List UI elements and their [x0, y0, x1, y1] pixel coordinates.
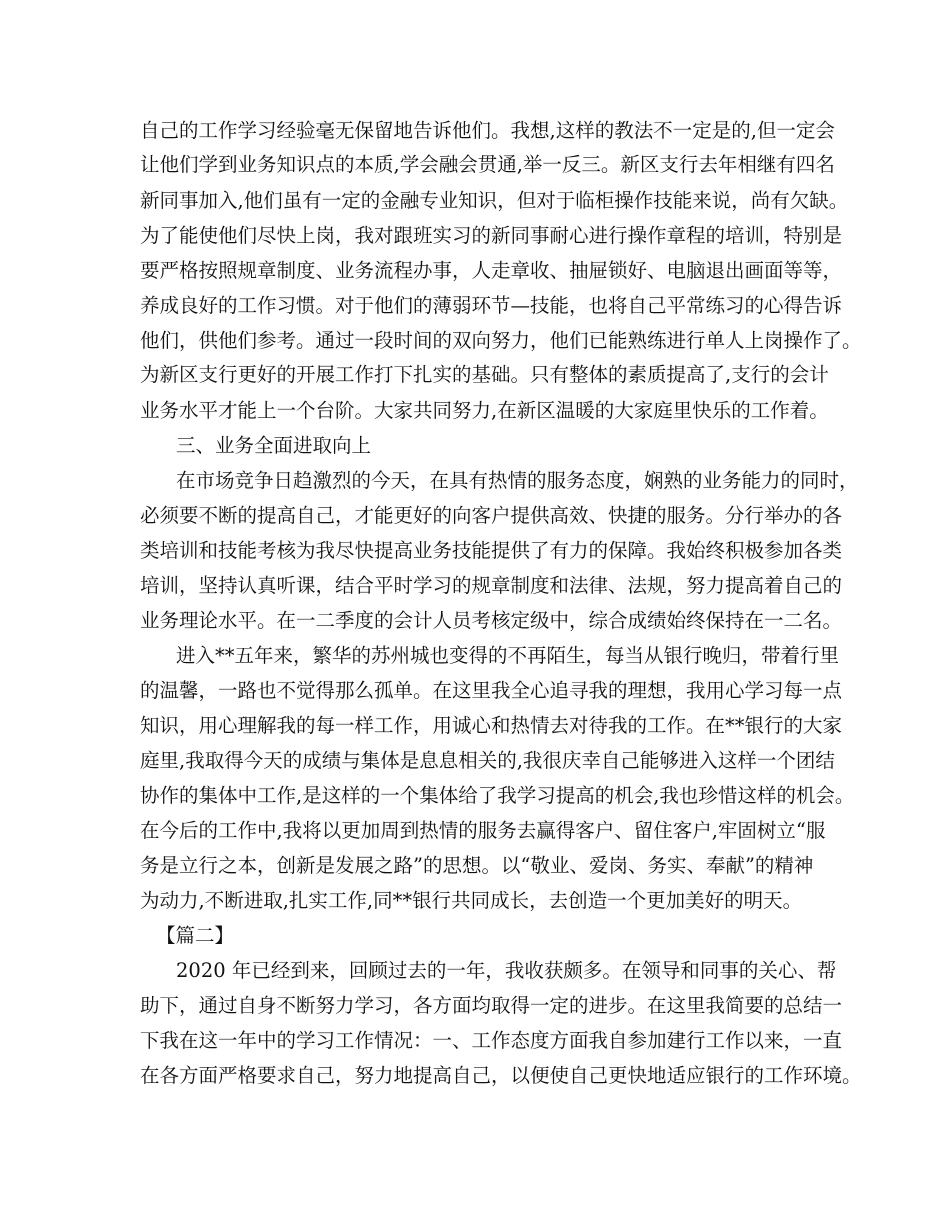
text-line: 协作的集体中工作,是这样的一个集体给了我学习提高的机会,我也珍惜这样的机会。 [140, 784, 855, 807]
text-line: 为动力,不断进取,扎实工作,同**银行共同成长，去创造一个更加美好的明天。 [140, 889, 803, 912]
text-line: 庭里,我取得今天的成绩与集体是息息相关的,我很庆幸自己能够进入这样一个团结 [140, 749, 835, 772]
text-line: 下我在这一年中的学习工作情况：一、工作态度方面我自参加建行工作以来，一直 [140, 1029, 843, 1052]
text-line: 进入**五年来，繁华的苏州城也变得的不再陌生，每当从银行晚归，带着行里 [176, 644, 840, 667]
text-line: 的温馨，一路也不觉得那么孤单。在这里我全心追寻我的理想，我用心学习每一点 [140, 679, 843, 702]
text-line: 为新区支行更好的开展工作打下扎实的基础。只有整体的素质提高了,支行的会计 [140, 363, 829, 386]
text-line: 知识，用心理解我的每一样工作，用诚心和热情去对待我的工作。在**银行的大家 [140, 714, 843, 737]
text-line: 在今后的工作中,我将以更加周到热情的服务去赢得客户、留住客户,牢固树立“服 [140, 819, 826, 842]
text-line: 自己的工作学习经验毫无保留地告诉他们。我想,这样的教法不一定是的,但一定会 [140, 119, 835, 142]
text-line: 类培训和技能考核为我尽快提高业务技能提供了有力的保障。我始终积极参加各类 [140, 539, 843, 562]
text-line: 养成良好的工作习惯。对于他们的薄弱环节—技能，也将自己平常练习的心得告诉 [140, 294, 843, 317]
text-line: 他们，供他们参考。通过一段时间的双向努力，他们已能熟练进行单人上岗操作了。 [140, 329, 862, 352]
section-heading: 三、业务全面进取向上 [176, 434, 372, 457]
text-line: 培训，坚持认真听课，结合平时学习的规章制度和法律、法规，努力提高着自己的 [140, 574, 843, 597]
text-line: 为了能使他们尽快上岗，我对跟班实习的新同事耐心进行操作章程的培训，特别是 [140, 224, 843, 247]
text-line: 让他们学到业务知识点的本质,学会融会贯通,举一反三。新区支行去年相继有四名 [140, 153, 835, 176]
text-line: 要严格按照规章制度、业务流程办事，人走章收、抽屉锁好、电脑退出画面等等， [140, 259, 843, 282]
text-line: 新同事加入,他们虽有一定的金融专业知识，但对于临柜操作技能来说，尚有欠缺。 [140, 189, 849, 212]
text-line: 必须要不断的提高自己，才能更好的向客户提供高效、快捷的服务。分行举办的各 [140, 504, 843, 527]
section-title: 【篇二】 [156, 924, 235, 947]
text-line: 2020 年已经到来，回顾过去的一年，我收获颇多。在领导和同事的关心、帮 [176, 959, 837, 982]
text-line: 在各方面严格要求自己，努力地提高自己，以便使自己更快地适应银行的工作环境。 [140, 1064, 862, 1087]
text-line: 在市场竞争日趋激烈的今天，在具有热情的服务态度，娴熟的业务能力的同时， [176, 469, 859, 492]
text-line: 务是立行之本，创新是发展之路”的思想。以“敬业、爱岗、务实、奉献”的精神 [140, 854, 814, 877]
text-line: 业务水平才能上一个台阶。大家共同努力,在新区温暖的大家庭里快乐的工作着。 [140, 399, 829, 422]
text-line: 业务理论水平。在一二季度的会计人员考核定级中，综合成绩始终保持在一二名。 [140, 609, 843, 632]
text-line: 助下，通过自身不断努力学习，各方面均取得一定的进步。在这里我简要的总结一 [140, 994, 843, 1017]
